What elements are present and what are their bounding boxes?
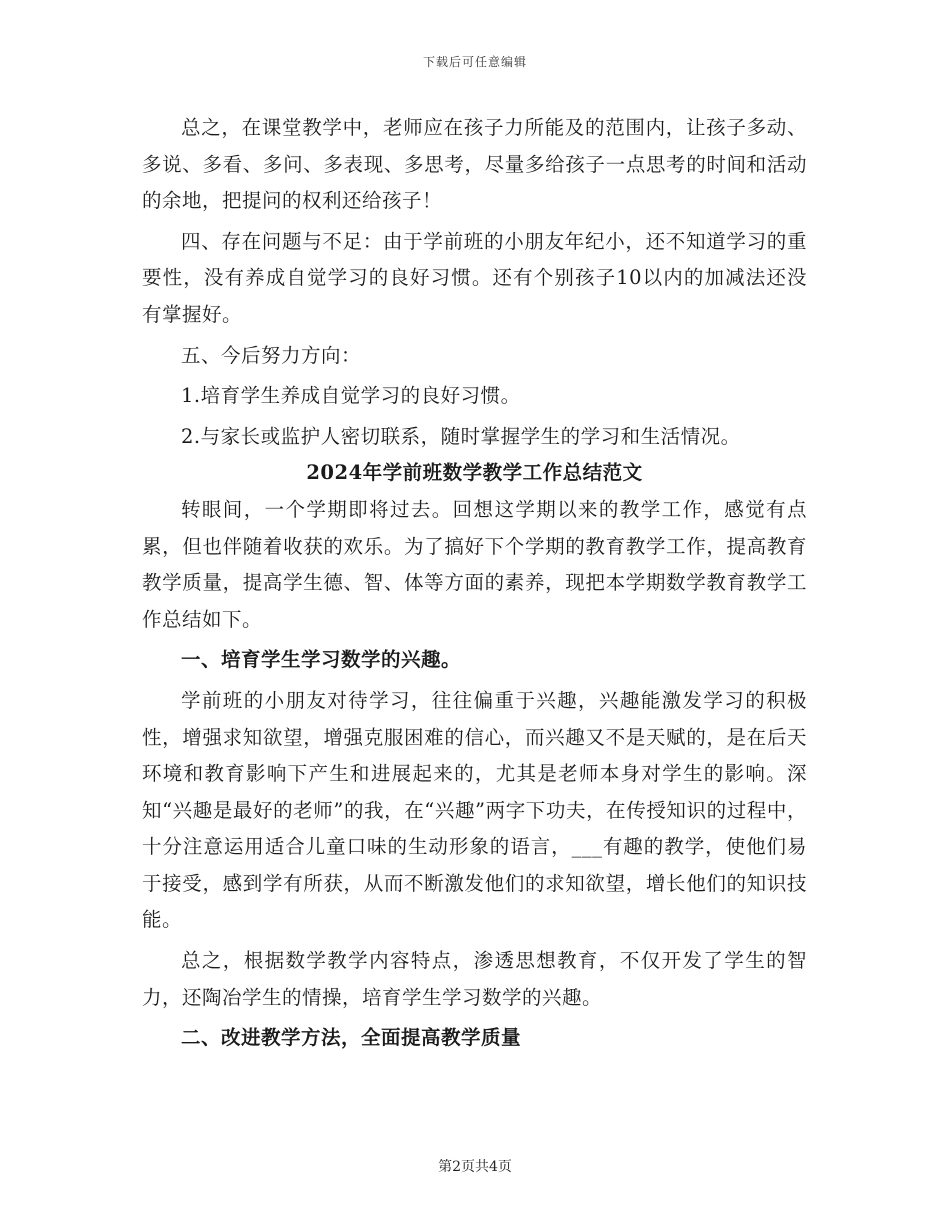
list-item-1: 1.培育学生养成自觉学习的良好习惯。 xyxy=(181,384,521,408)
paragraph-summary-classroom: 总之，在课堂教学中，老师应在孩子力所能及的范围内，让孩子多动、多说、多看、多问、多表现、多思考，尽量多给孩子一点思考的时间和活动的余地，把提问的权利还给孩子！ xyxy=(142,116,807,213)
list-item-2: 2.与家长或监护人密切联系，随时掌握学生的学习和生活情况。 xyxy=(181,424,741,448)
section-heading-2: 二、改进教学方法，全面提高教学质量 xyxy=(181,1026,522,1050)
paragraph-intro: 转眼间，一个学期即将过去。回想这学期以来的教学工作，感觉有点累，但也伴随着收获的欢乐。为了搞好下个学期的教育教学工作，提高教育教学质量，提高学生德、智、体等方面的素养，现把本学期数学教育教学工作总结如下。 xyxy=(142,497,807,631)
paragraph-interest: 学前班的小朋友对待学习，往往偏重于兴趣，兴趣能激发学习的积极性，增强求知欲望，增强克服困难的信心，而兴趣又不是天赋的，是在后天环境和教育影响下产生和进展起来的，尤其是老师本身对学生的影响。深知“兴趣是最好的老师”的我，在“兴趣”两字下功夫，在传授知识的过程中，十分注意运用适合儿童口味的生动形象的语言，___有趣的教学，使他们易于接受，感到学有所获，从而不断激发他们的求知欲望，增长他们的知识技能。 xyxy=(142,688,807,932)
page-footer: 第2页共4页 xyxy=(438,1159,512,1175)
document-title: 2024年学前班数学教学工作总结范文 xyxy=(306,461,643,485)
paragraph-future-direction: 五、今后努力方向： xyxy=(181,343,362,367)
section-heading-1: 一、培育学生学习数学的兴趣。 xyxy=(181,648,462,672)
document-body xyxy=(142,110,807,1057)
paragraph-summary-math: 总之，根据数学教学内容特点，渗透思想教育，不仅开发了学生的智力，还陶冶学生的情操，培育学生学习数学的兴趣。 xyxy=(142,949,807,1009)
page-header: 下载后可任意编辑 xyxy=(422,55,527,69)
paragraph-problems: 四、存在问题与不足：由于学前班的小朋友年纪小，还不知道学习的重要性，没有养成自觉学习的良好习惯。还有个别孩子10以内的加减法还没有掌握好。 xyxy=(142,229,807,326)
